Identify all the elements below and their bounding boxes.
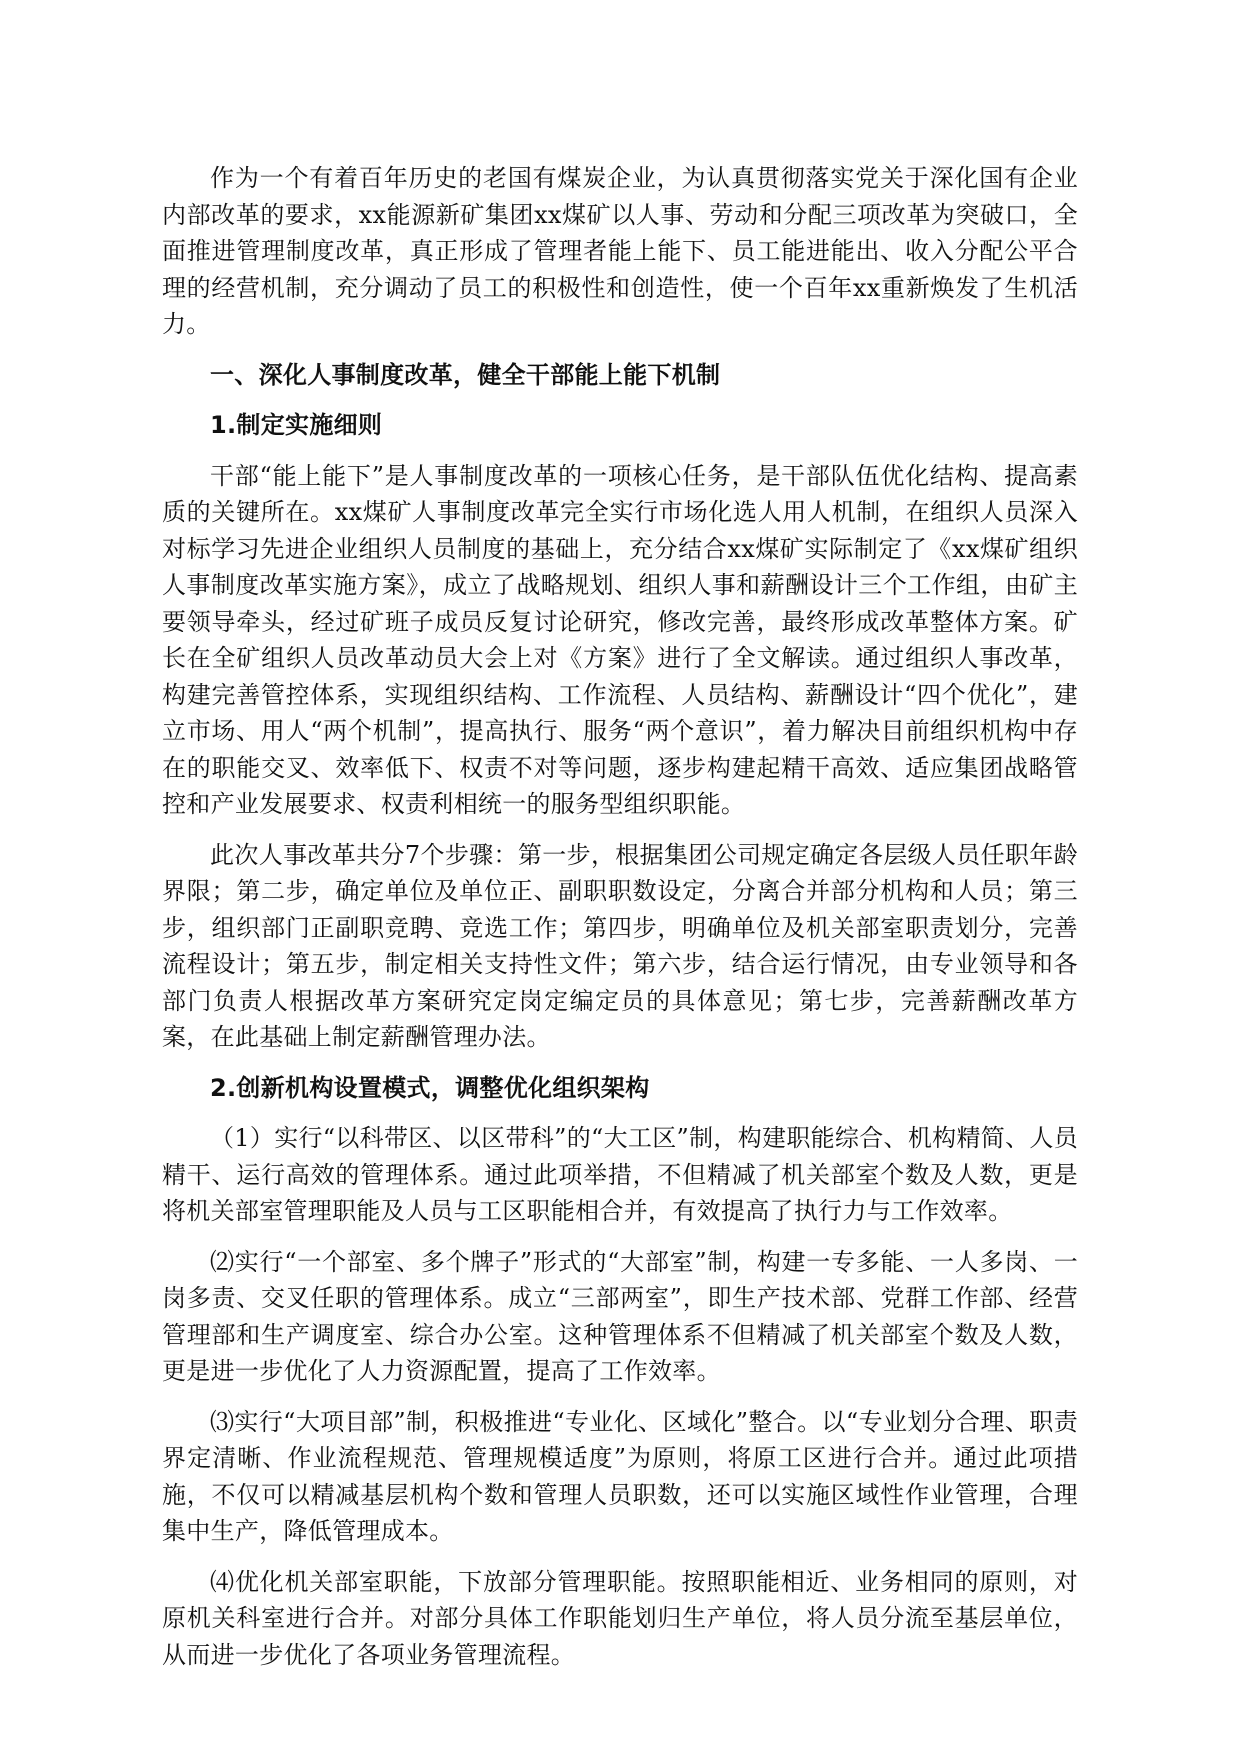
subsection-heading-2: 2.创新机构设置模式，调整优化组织架构	[210, 1073, 650, 1102]
subsection-heading-1: 1.制定实施细则	[210, 411, 383, 439]
document-page	[162, 160, 1078, 1687]
list-item-paragraph: ⑵实行“一个部室、多个牌子”形式的“大部室”制，构建一专多能、一人多岗、一岗多责、交叉任职的管理体系。成立“三部两室”，即生产技术部、党群工作部、经营管理部和生产调度室、综合办公室。这种管理体系不但精减了机关部室个数及人数，更是进一步优化了人力资源配置，提高了工作效率。	[162, 1247, 1078, 1385]
list-item-paragraph: ⑷优化机关部室职能，下放部分管理职能。按照职能相近、业务相同的原则，对原机关科室进行合并。对部分具体工作职能划归生产单位，将人员分流至基层单位，从而进一步优化了各项业务管理流程。	[162, 1567, 1078, 1669]
intro-paragraph: 作为一个有着百年历史的老国有煤炭企业，为认真贯彻落实党关于深化国有企业内部改革的要求，xx能源新矿集团xx煤矿以人事、劳动和分配三项改革为突破口，全面推进管理制度改革，真正形成了管理者能上能下、员工能进能出、收入分配公平合理的经营机制，充分调动了员工的积极性和创造性，使一个百年xx重新焕发了生机活力。	[162, 164, 1078, 338]
section-heading-1: 一、深化人事制度改革，健全干部能上能下机制	[210, 360, 721, 389]
body-paragraph: 此次人事改革共分7个步骤：第一步，根据集团公司规定确定各层级人员任职年龄界限；第二步，确定单位及单位正、副职职数设定，分离合并部分机构和人员；第三步，组织部门正副职竞聘、竞选工作；第四步，明确单位及机关部室职责划分，完善流程设计；第五步，制定相关支持性文件；第六步，结合运行情况，由专业领导和各部门负责人根据改革方案研究定岗定编定员的具体意见；第七步，完善薪酬改革方案，在此基础上制定薪酬管理办法。	[162, 840, 1078, 1051]
body-paragraph: 干部“能上能下”是人事制度改革的一项核心任务，是干部队伍优化结构、提高素质的关键所在。xx煤矿人事制度改革完全实行市场化选人用人机制，在组织人员深入对标学习先进企业组织人员制度的基础上，充分结合xx煤矿实际制定了《xx煤矿组织人事制度改革实施方案》，成立了战略规划、组织人事和薪酬设计三个工作组，由矿主要领导牵头，经过矿班子成员反复讨论研究，修改完善，最终形成改革整体方案。矿长在全矿组织人员改革动员大会上对《方案》进行了全文解读。通过组织人事改革，构建完善管控体系，实现组织结构、工作流程、人员结构、薪酬设计“四个优化”，建立市场、用人“两个机制”，提高执行、服务“两个意识”，着力解决目前组织机构中存在的职能交叉、效率低下、权责不对等问题，逐步构建起精干高效、适应集团战略管控和产业发展要求、权责利相统一的服务型组织职能。	[162, 461, 1078, 818]
list-item-paragraph: （1）实行“以科带区、以区带科”的“大工区”制，构建职能综合、机构精简、人员精干、运行高效的管理体系。通过此项举措，不但精减了机关部室个数及人数，更是将机关部室管理职能及人员与工区职能相合并，有效提高了执行力与工作效率。	[162, 1124, 1078, 1225]
list-item-paragraph: ⑶实行“大项目部”制，积极推进“专业化、区域化”整合。以“专业划分合理、职责界定清晰、作业流程规范、管理规模适度”为原则，将原工区进行合并。通过此项措施，不仅可以精减基层机构个数和管理人员职数，还可以实施区域性作业管理，合理集中生产，降低管理成本。	[162, 1407, 1078, 1545]
